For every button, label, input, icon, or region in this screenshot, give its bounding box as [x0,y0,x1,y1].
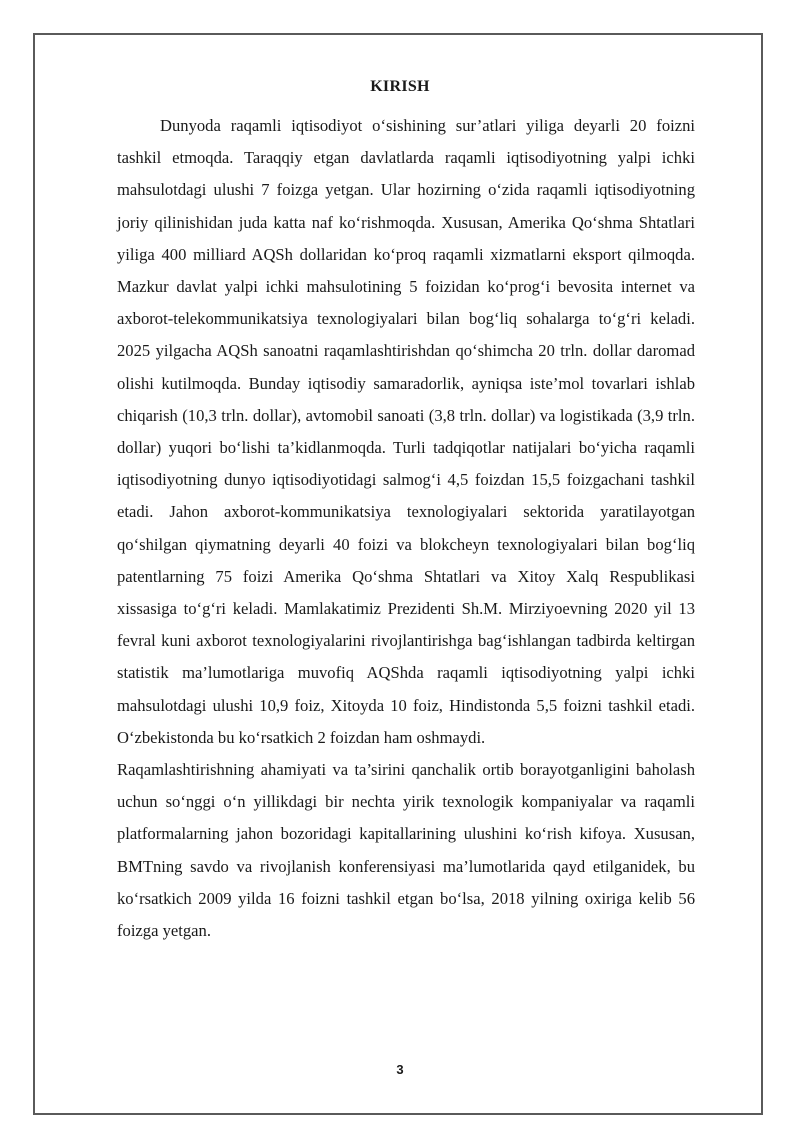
page-number: 3 [396,1062,404,1077]
paragraph-2: Raqamlashtirishning ahamiyati va ta’sirini qanchalik ortib borayotganligini baholash uchun so‘nggi o‘n yillikdagi bir nechta yirik texnologik kompaniyalar va raqamli platformalarning jahon bozoridagi kapitallarining ulushini ko‘rish kifoya. Xususan, BMTning savdo va rivojlanish konferensiyasi ma’lumotlarida qayd etilganidek, bu ko‘rsatkich 2009 yilda 16 foizni tashkil etgan bo‘lsa, 2018 yilning oxiriga kelib 56 foizga yetgan. [117,760,695,941]
document-body [117,110,695,947]
paragraph-1: Dunyoda raqamli iqtisodiyot o‘sishining sur’atlari yiliga deyarli 20 foizni tashkil etmoqda. Taraqqiy etgan davlatlarda raqamli iqtisodiyotning yalpi ichki mahsulotdagi ulushi 7 foizga yetgan. Ular hozirning o‘zida raqamli iqtisodiyotning joriy qilinishidan juda katta naf ko‘rishmoqda. Xususan, Amerika Qo‘shma Shtatlari yiliga 400 milliard AQSh dollaridan ko‘proq raqamli xizmatlarni eksport qilmoqda. Mazkur davlat yalpi ichki mahsulotining 5 foizidan ko‘prog‘i bevosita internet va axborot-telekommunikatsiya texnologiyalari bilan bog‘liq sohalarga to‘g‘ri keladi. 2025 yilgacha AQSh sanoatni raqamlashtirishdan qo‘shimcha 20 trln. dollar daromad olishi kutilmoqda. Bunday iqtisodiy samaradorlik, ayniqsa iste’mol tovarlari ishlab chiqarish (10,3 trln. dollar), avtomobil sanoati (3,8 trln. dollar) va logistikada (3,9 trln. dollar) yuqori bo‘lishi ta’kidlanmoqda. Turli tadqiqotlar natijalari bo‘yicha raqamli iqtisodiyotning dunyo iqtisodiyotidagi salmog‘i 4,5 foizdan 15,5 foizgachani tashkil etadi. Jahon axborot-kommunikatsiya texnologiyalari sektorida yaratilayotgan qo‘shilgan qiymatning deyarli 40 foizi va blokcheyn texnologiyalari bilan bog‘liq patentlarning 75 foizi Amerika Qo‘shma Shtatlari va Xitoy Xalq Respublikasi xissasiga to‘g‘ri keladi. Mamlakatimiz Prezidenti Sh.M. Mirziyoevning 2020 yil 13 fevral kuni axborot texnologiyalarini rivojlantirishga bag‘ishlangan tadbirda keltirgan statistik ma’lumotlariga muvofiq AQShda raqamli iqtisodiyotning yalpi ichki mahsulotdagi ulushi 10,9 foiz, Xitoyda 10 foiz, Hindistonda 5,5 foizni tashkil etadi. O‘zbekistonda bu ko‘rsatkich 2 foizdan ham oshmaydi. [117,116,695,747]
section-title: KIRISH [370,78,430,95]
